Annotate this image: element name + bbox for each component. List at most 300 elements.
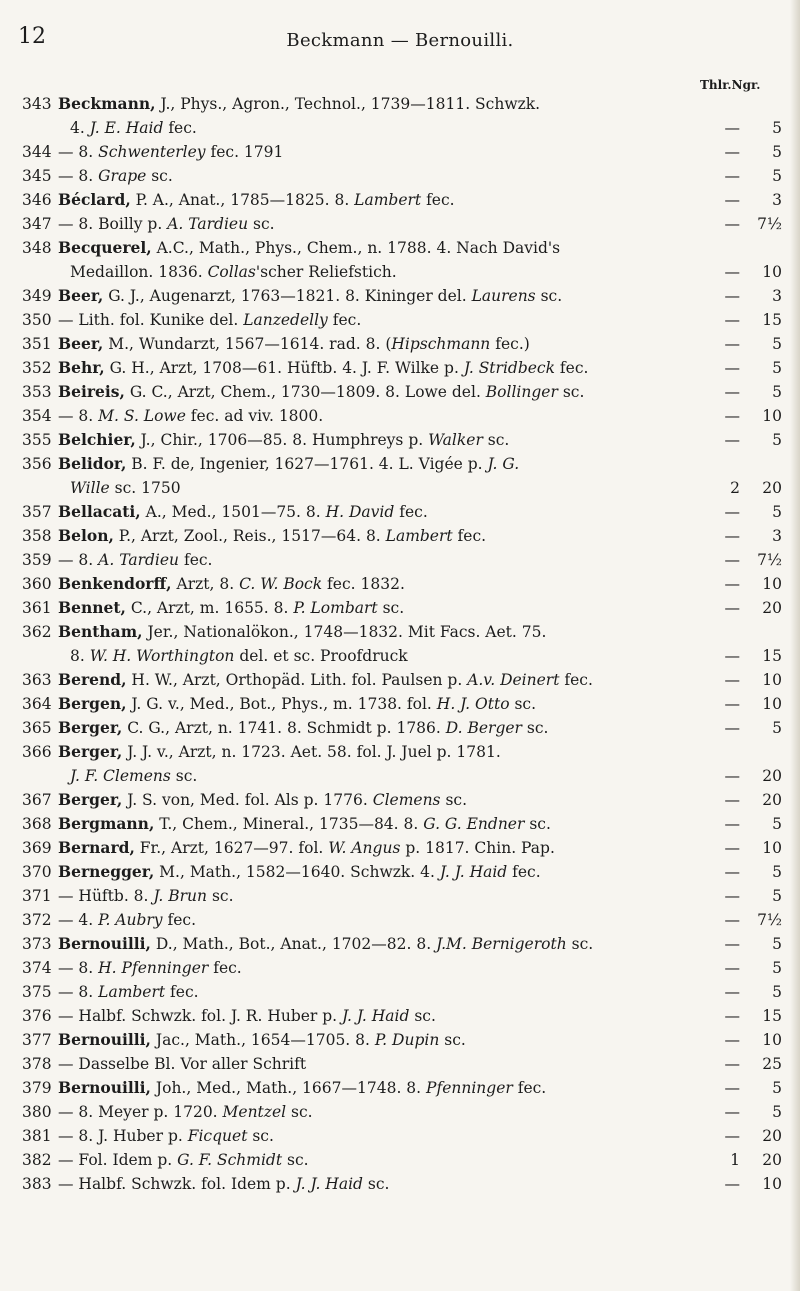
currency-header: Thlr.Ngr. bbox=[700, 78, 761, 92]
entry-text bbox=[58, 716, 702, 740]
description: P., Arzt, Zool., Reis., 1517—64. 8. bbox=[113, 527, 386, 545]
entry-body bbox=[58, 140, 782, 164]
price-thaler: — bbox=[724, 215, 740, 233]
price-thaler: — bbox=[724, 1079, 740, 1097]
price-groschen: 10 bbox=[762, 839, 782, 857]
person-name: Bergen, bbox=[58, 694, 127, 713]
entry-body bbox=[58, 836, 782, 860]
price-groschen: 15 bbox=[762, 311, 782, 329]
entry-body bbox=[58, 740, 782, 788]
description-tail: sc. bbox=[146, 167, 173, 185]
entry-number: 377 bbox=[22, 1031, 52, 1049]
artist-name: J. J. Haid bbox=[342, 1007, 410, 1025]
entry-body bbox=[58, 1076, 782, 1100]
description-tail: sc. bbox=[439, 1031, 466, 1049]
catalog-entry bbox=[22, 740, 782, 788]
description: — 8. bbox=[58, 551, 99, 569]
description-tail: sc. bbox=[482, 431, 510, 449]
description-tail: sc. bbox=[535, 287, 563, 305]
description: — 8. bbox=[58, 983, 99, 1001]
entry-text bbox=[58, 140, 702, 164]
price-thaler: — bbox=[724, 167, 740, 185]
entry-line bbox=[58, 788, 782, 812]
artist-name: J. F. Clemens bbox=[70, 767, 171, 785]
scan-edge bbox=[790, 0, 800, 1291]
description-tail: fec. ad viv. 1800. bbox=[185, 407, 324, 425]
description-tail: sc. bbox=[282, 1151, 309, 1169]
entry-body bbox=[58, 860, 782, 884]
description-tail: fec. bbox=[512, 1079, 547, 1097]
entry-body bbox=[58, 548, 782, 572]
price-thaler: — bbox=[724, 407, 740, 425]
entry-line bbox=[58, 1124, 782, 1148]
entry-line bbox=[58, 1148, 782, 1172]
person-name: Bernouilli, bbox=[58, 1030, 151, 1049]
price-thaler: — bbox=[724, 551, 740, 569]
artist-name: J. G. bbox=[487, 455, 520, 473]
artist-name: J. J. Haid bbox=[295, 1175, 363, 1193]
entry-body bbox=[58, 596, 782, 620]
person-name: Bentham, bbox=[58, 622, 143, 641]
entry-number: 373 bbox=[22, 935, 52, 953]
artist-name: P. Aubry bbox=[98, 911, 163, 929]
person-name: Belchier, bbox=[58, 430, 136, 449]
entry-line bbox=[58, 980, 782, 1004]
entry-text bbox=[58, 1076, 702, 1100]
description: P. A., Anat., 1785—1825. 8. bbox=[130, 191, 355, 209]
price-groschen: 7½ bbox=[757, 911, 782, 929]
price-thaler: — bbox=[724, 503, 740, 521]
description-tail: sc. bbox=[524, 815, 551, 833]
description: J., Phys., Agron., Technol., 1739—1811. Schwzk. bbox=[155, 95, 541, 113]
entry-text bbox=[58, 932, 702, 956]
person-name: Bellacati, bbox=[58, 502, 141, 521]
person-name: Beireis, bbox=[58, 382, 125, 401]
person-name: Belidor, bbox=[58, 454, 127, 473]
entry-text bbox=[58, 1100, 702, 1124]
entry-line bbox=[58, 1076, 782, 1100]
description-tail: del. et sc. Proofdruck bbox=[234, 647, 408, 665]
description-tail: sc. bbox=[247, 1127, 274, 1145]
description: — Hüftb. 8. bbox=[58, 887, 154, 905]
price-groschen: 10 bbox=[762, 263, 782, 281]
artist-name: A. Tardieu bbox=[167, 215, 249, 233]
person-name: Belon, bbox=[58, 526, 114, 545]
entry-line bbox=[58, 668, 782, 692]
description-tail: sc. bbox=[286, 1103, 313, 1121]
entry-body bbox=[58, 692, 782, 716]
price-thaler: — bbox=[724, 839, 740, 857]
description-tail: fec. 1791 bbox=[205, 143, 284, 161]
catalog-entry bbox=[22, 908, 782, 932]
price-groschen: 20 bbox=[762, 791, 782, 809]
artist-name: H. David bbox=[325, 503, 395, 521]
price-thaler: — bbox=[724, 959, 740, 977]
description-tail: sc. bbox=[566, 935, 594, 953]
price-groschen: 5 bbox=[772, 359, 782, 377]
entry-text bbox=[58, 740, 782, 764]
entry-text bbox=[58, 116, 702, 140]
description: Arzt, 8. bbox=[171, 575, 240, 593]
catalog-entry bbox=[22, 548, 782, 572]
entry-text bbox=[58, 500, 702, 524]
description: — 8. bbox=[58, 407, 99, 425]
entry-line bbox=[58, 428, 782, 452]
entry-body bbox=[58, 980, 782, 1004]
entry-body bbox=[58, 164, 782, 188]
price-thaler: — bbox=[724, 1127, 740, 1145]
entry-line bbox=[58, 140, 782, 164]
entry-text bbox=[58, 788, 702, 812]
entry-number: 360 bbox=[22, 575, 52, 593]
entry-line bbox=[58, 188, 782, 212]
description: C. G., Arzt, n. 1741. 8. Schmidt p. 1786. bbox=[122, 719, 446, 737]
entry-text bbox=[58, 164, 702, 188]
entry-body bbox=[58, 812, 782, 836]
catalog-entry bbox=[22, 884, 782, 908]
artist-name: G. F. Schmidt bbox=[177, 1151, 283, 1169]
entry-body bbox=[58, 284, 782, 308]
person-name: Bernouilli, bbox=[58, 934, 151, 953]
price-thaler: — bbox=[724, 287, 740, 305]
artist-name: C. W. Bock bbox=[239, 575, 323, 593]
entry-number: 361 bbox=[22, 599, 52, 617]
entry-body bbox=[58, 884, 782, 908]
description: H. W., Arzt, Orthopäd. Lith. fol. Paulsen p. bbox=[126, 671, 468, 689]
entry-body bbox=[58, 788, 782, 812]
price-thaler: — bbox=[724, 1007, 740, 1025]
catalog-entry bbox=[22, 404, 782, 428]
description-tail: fec. bbox=[163, 119, 197, 137]
entry-text bbox=[58, 524, 702, 548]
catalog-entry bbox=[22, 956, 782, 980]
entry-number: 351 bbox=[22, 335, 52, 353]
description-tail: fec. bbox=[327, 311, 362, 329]
entry-body bbox=[58, 956, 782, 980]
description-tail: fec. bbox=[421, 191, 455, 209]
entry-number: 359 bbox=[22, 551, 52, 569]
price-groschen: 5 bbox=[772, 719, 782, 737]
person-name: Berger, bbox=[58, 718, 123, 737]
catalog-entry bbox=[22, 572, 782, 596]
description: — 8. bbox=[58, 167, 99, 185]
description: T., Chem., Mineral., 1735—84. 8. bbox=[154, 815, 424, 833]
person-name: Berger, bbox=[58, 790, 123, 809]
artist-name: J. Brun bbox=[153, 887, 208, 905]
entry-number: 375 bbox=[22, 983, 52, 1001]
price-groschen: 20 bbox=[762, 599, 782, 617]
catalog-entry bbox=[22, 500, 782, 524]
entry-number: 363 bbox=[22, 671, 52, 689]
entry-line bbox=[58, 524, 782, 548]
description: 4. bbox=[70, 119, 90, 137]
description: — 8. Meyer p. 1720. bbox=[58, 1103, 223, 1121]
description-tail: fec. bbox=[559, 671, 593, 689]
entry-text bbox=[58, 188, 702, 212]
catalog-entry bbox=[22, 1124, 782, 1148]
price-thaler: — bbox=[724, 143, 740, 161]
entry-body bbox=[58, 380, 782, 404]
entry-text bbox=[58, 836, 702, 860]
price-thaler: — bbox=[724, 1175, 740, 1193]
price-groschen: 3 bbox=[772, 191, 782, 209]
price-groschen: 5 bbox=[772, 167, 782, 185]
entry-line bbox=[58, 356, 782, 380]
entry-number: 344 bbox=[22, 143, 52, 161]
price-thaler: — bbox=[724, 1031, 740, 1049]
entry-text bbox=[58, 980, 702, 1004]
entry-text bbox=[58, 860, 702, 884]
description: G. J., Augenarzt, 1763—1821. 8. Kininger del. bbox=[103, 287, 472, 305]
entry-number: 349 bbox=[22, 287, 52, 305]
entry-number: 347 bbox=[22, 215, 52, 233]
entry-body bbox=[58, 620, 782, 668]
price-groschen: 15 bbox=[762, 1007, 782, 1025]
entry-number: 352 bbox=[22, 359, 52, 377]
entry-number: 368 bbox=[22, 815, 52, 833]
price-thaler: — bbox=[724, 527, 740, 545]
entry-line bbox=[58, 164, 782, 188]
person-name: Béclard, bbox=[58, 190, 131, 209]
entry-body bbox=[58, 308, 782, 332]
description-tail: fec. bbox=[179, 551, 213, 569]
entry-number: 343 bbox=[22, 95, 52, 113]
description-tail: sc. 1750 bbox=[109, 479, 181, 497]
description: J. G. v., Med., Bot., Phys., m. 1738. fol. bbox=[126, 695, 437, 713]
person-name: Beckmann, bbox=[58, 94, 156, 113]
entry-line bbox=[58, 740, 782, 764]
price-groschen: 20 bbox=[762, 1151, 782, 1169]
description: M., Wundarzt, 1567—1614. rad. 8. ( bbox=[103, 335, 392, 353]
entry-line bbox=[58, 932, 782, 956]
entry-text bbox=[58, 1052, 702, 1076]
catalog-entry bbox=[22, 188, 782, 212]
entry-number: 379 bbox=[22, 1079, 52, 1097]
artist-name: Lanzedelly bbox=[243, 311, 328, 329]
price-thaler: — bbox=[724, 863, 740, 881]
entry-body bbox=[58, 1052, 782, 1076]
person-name: Bergmann, bbox=[58, 814, 155, 833]
entry-line bbox=[58, 284, 782, 308]
description-tail: sc. bbox=[521, 719, 549, 737]
artist-name: Lambert bbox=[385, 527, 453, 545]
person-name: Benkendorff, bbox=[58, 574, 172, 593]
entry-line bbox=[58, 620, 782, 644]
price-thaler: — bbox=[724, 647, 740, 665]
description-tail: fec. bbox=[452, 527, 487, 545]
catalog-entry bbox=[22, 92, 782, 140]
entry-line bbox=[58, 1172, 782, 1196]
price-groschen: 5 bbox=[772, 335, 782, 353]
price-groschen: 3 bbox=[772, 287, 782, 305]
artist-name: G. G. Endner bbox=[423, 815, 525, 833]
entry-text bbox=[58, 1028, 702, 1052]
price-thaler: — bbox=[724, 1055, 740, 1073]
description: — Dasselbe Bl. Vor aller Schrift bbox=[58, 1055, 307, 1073]
description: Jer., Nationalökon., 1748—1832. Mit Facs. Aet. 75. bbox=[142, 623, 547, 641]
entry-body bbox=[58, 188, 782, 212]
entry-body bbox=[58, 1148, 782, 1172]
entry-text bbox=[58, 476, 702, 500]
entry-line bbox=[58, 1052, 782, 1076]
entry-text bbox=[58, 644, 702, 668]
entry-body bbox=[58, 332, 782, 356]
entry-number: 371 bbox=[22, 887, 52, 905]
description: — 8. bbox=[58, 959, 99, 977]
price-groschen: 5 bbox=[772, 143, 782, 161]
entry-body bbox=[58, 716, 782, 740]
catalog-entry bbox=[22, 1148, 782, 1172]
entry-line bbox=[58, 1028, 782, 1052]
entry-line bbox=[58, 452, 782, 476]
entry-line bbox=[58, 332, 782, 356]
entry-line bbox=[58, 404, 782, 428]
entry-number: 376 bbox=[22, 1007, 52, 1025]
entry-body bbox=[58, 428, 782, 452]
price-thaler: — bbox=[724, 383, 740, 401]
description-tail: sc. bbox=[207, 887, 234, 905]
entry-text bbox=[58, 284, 702, 308]
artist-name: Mentzel bbox=[222, 1103, 287, 1121]
price-groschen: 5 bbox=[772, 815, 782, 833]
entry-line bbox=[58, 860, 782, 884]
artist-name: Lambert bbox=[354, 191, 422, 209]
entry-line bbox=[58, 884, 782, 908]
description: J. J. v., Arzt, n. 1723. Aet. 58. fol. J. Juel p. 1781. bbox=[122, 743, 501, 761]
catalog-entry bbox=[22, 812, 782, 836]
catalog-entry bbox=[22, 1172, 782, 1196]
description: — 8. bbox=[58, 143, 99, 161]
entry-text bbox=[58, 260, 702, 284]
entry-body bbox=[58, 932, 782, 956]
entry-line bbox=[58, 260, 782, 284]
description-tail: sc. bbox=[362, 1175, 390, 1193]
price-thaler: — bbox=[724, 191, 740, 209]
description-tail: fec. bbox=[162, 911, 197, 929]
description: J., Chir., 1706—85. 8. Humphreys p. bbox=[135, 431, 429, 449]
description-tail: fec. 1832. bbox=[322, 575, 405, 593]
artist-name: J.M. Bernigeroth bbox=[436, 935, 567, 953]
price-thaler: — bbox=[724, 815, 740, 833]
catalog-entry bbox=[22, 620, 782, 668]
price-groschen: 10 bbox=[762, 671, 782, 689]
entry-number: 365 bbox=[22, 719, 52, 737]
catalog-entry bbox=[22, 1100, 782, 1124]
artist-name: M. S. Lowe bbox=[98, 407, 186, 425]
description: G. C., Arzt, Chem., 1730—1809. 8. Lowe del. bbox=[124, 383, 486, 401]
price-groschen: 20 bbox=[762, 767, 782, 785]
catalog-entry bbox=[22, 524, 782, 548]
description-tail: fec. bbox=[208, 959, 242, 977]
person-name: Berend, bbox=[58, 670, 127, 689]
price-groschen: 5 bbox=[772, 1103, 782, 1121]
artist-name: Clemens bbox=[372, 791, 441, 809]
catalog-entry bbox=[22, 428, 782, 452]
catalog-entry bbox=[22, 1052, 782, 1076]
catalog-entry bbox=[22, 380, 782, 404]
entry-line bbox=[58, 1004, 782, 1028]
entry-text bbox=[58, 812, 702, 836]
entry-body bbox=[58, 356, 782, 380]
page-number: 12 bbox=[18, 24, 46, 49]
catalog-entry bbox=[22, 356, 782, 380]
price-thaler: 2 bbox=[730, 479, 740, 497]
entry-line bbox=[58, 92, 782, 116]
description: 8. bbox=[70, 647, 90, 665]
person-name: Behr, bbox=[58, 358, 105, 377]
catalog-entry bbox=[22, 140, 782, 164]
entry-number: 374 bbox=[22, 959, 52, 977]
artist-name: J. J. Haid bbox=[439, 863, 508, 881]
price-groschen: 5 bbox=[772, 431, 782, 449]
catalog-entry bbox=[22, 860, 782, 884]
entry-text bbox=[58, 332, 702, 356]
artist-name: Wille bbox=[70, 479, 110, 497]
price-thaler: — bbox=[724, 1103, 740, 1121]
description: — Halbf. Schwzk. fol. Idem p. bbox=[58, 1175, 296, 1193]
description: A.C., Math., Phys., Chem., n. 1788. 4. Nach David's bbox=[151, 239, 561, 257]
description: Fr., Arzt, 1627—97. fol. bbox=[134, 839, 329, 857]
entry-body bbox=[58, 212, 782, 236]
entry-text bbox=[58, 236, 782, 260]
entry-number: 369 bbox=[22, 839, 52, 857]
price-thaler: — bbox=[724, 983, 740, 1001]
description: A., Med., 1501—75. 8. bbox=[140, 503, 326, 521]
entry-body bbox=[58, 1124, 782, 1148]
description-tail: sc. bbox=[440, 791, 468, 809]
catalog-entry bbox=[22, 596, 782, 620]
entry-body bbox=[58, 500, 782, 524]
price-groschen: 10 bbox=[762, 575, 782, 593]
price-groschen: 5 bbox=[772, 935, 782, 953]
person-name: Bernard, bbox=[58, 838, 135, 857]
price-groschen: 10 bbox=[762, 695, 782, 713]
entry-line bbox=[58, 596, 782, 620]
entry-text bbox=[58, 404, 702, 428]
catalog-entry bbox=[22, 668, 782, 692]
entry-line bbox=[58, 692, 782, 716]
artist-name: H. Pfenninger bbox=[98, 959, 209, 977]
artist-name: J. Stridbeck bbox=[463, 359, 555, 377]
description-tail: fec. bbox=[555, 359, 589, 377]
price-groschen: 7½ bbox=[757, 215, 782, 233]
entry-line bbox=[58, 1100, 782, 1124]
price-groschen: 3 bbox=[772, 527, 782, 545]
price-groschen: 5 bbox=[772, 503, 782, 521]
description: — Lith. fol. Kunike del. bbox=[58, 311, 244, 329]
description: B. F. de, Ingenier, 1627—1761. 4. L. Vigée p. bbox=[126, 455, 488, 473]
price-groschen: 5 bbox=[772, 983, 782, 1001]
price-thaler: — bbox=[724, 887, 740, 905]
price-thaler: — bbox=[724, 695, 740, 713]
entry-number: 357 bbox=[22, 503, 52, 521]
artist-name: A. Tardieu bbox=[98, 551, 180, 569]
price-thaler: — bbox=[724, 671, 740, 689]
price-thaler: — bbox=[724, 335, 740, 353]
entry-text bbox=[58, 620, 782, 644]
entry-line bbox=[58, 380, 782, 404]
entry-line bbox=[58, 308, 782, 332]
description: C., Arzt, m. 1655. 8. bbox=[125, 599, 294, 617]
entry-body bbox=[58, 1028, 782, 1052]
artist-name: W. Angus bbox=[328, 839, 401, 857]
entry-text bbox=[58, 908, 702, 932]
description: J. S. von, Med. fol. Als p. 1776. bbox=[122, 791, 373, 809]
entry-number: 358 bbox=[22, 527, 52, 545]
entry-body bbox=[58, 452, 782, 500]
price-thaler: — bbox=[724, 263, 740, 281]
entry-line bbox=[58, 548, 782, 572]
